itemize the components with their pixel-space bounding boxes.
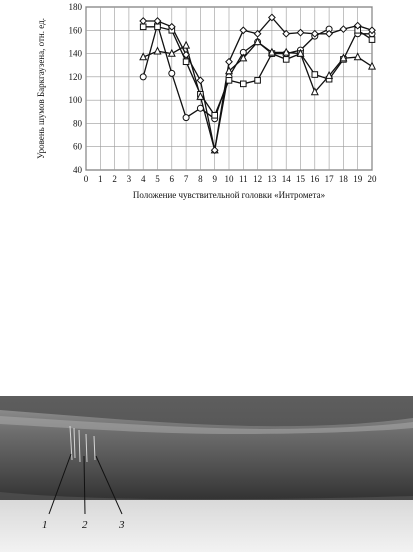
data-point-circle (169, 70, 175, 76)
data-point-circle (140, 74, 146, 80)
y-tick-label: 100 (68, 95, 82, 106)
data-point-square (183, 59, 189, 65)
x-tick-label: 20 (367, 174, 377, 184)
x-tick-label: 10 (224, 174, 234, 184)
photo-label-3: 3 (119, 519, 125, 531)
x-axis-label: Положение чувствительной головки «Интромета» (132, 190, 326, 200)
data-point-square (255, 78, 261, 84)
data-point-square (283, 57, 289, 63)
data-point-square (212, 112, 218, 118)
photo-label-2: 2 (82, 519, 88, 531)
x-tick-label: 17 (324, 174, 334, 184)
y-axis-label: Уровень шумов Баркгаузена, отн. ед. (36, 18, 46, 159)
data-point-circle (183, 115, 189, 121)
x-tick-label: 4 (140, 174, 146, 184)
x-tick-label: 16 (310, 174, 320, 184)
x-tick-label: 6 (169, 174, 175, 184)
x-tick-label: 3 (126, 174, 132, 184)
x-tick-label: 7 (183, 174, 189, 184)
lower-background (0, 500, 413, 552)
y-tick-label: 180 (68, 2, 82, 12)
x-tick-label: 11 (238, 174, 248, 184)
data-point-square (241, 81, 247, 87)
y-tick-label: 80 (73, 118, 82, 129)
x-tick-label: 12 (253, 174, 263, 184)
data-point-square (226, 78, 232, 84)
data-point-square (369, 37, 375, 43)
x-tick-label: 0 (83, 174, 89, 184)
x-tick-label: 15 (296, 174, 305, 184)
x-tick-label: 19 (353, 174, 363, 184)
x-tick-label: 8 (198, 174, 203, 184)
x-tick-label: 18 (338, 174, 348, 184)
y-tick-label: 40 (73, 165, 82, 175)
specimen-photo (0, 396, 413, 552)
x-tick-label: 1 (98, 174, 103, 184)
y-tick-label: 140 (68, 48, 82, 59)
x-tick-label: 14 (281, 174, 291, 184)
x-tick-label: 2 (112, 174, 117, 184)
y-tick-label: 60 (73, 141, 82, 152)
photo-label-1: 1 (42, 519, 48, 531)
x-tick-label: 13 (267, 174, 277, 184)
barkhausen-noise-chart (0, 0, 413, 210)
y-tick-label: 160 (68, 25, 82, 36)
data-point-square (312, 72, 318, 78)
x-tick-label: 9 (212, 174, 217, 184)
data-point-circle (197, 105, 203, 111)
x-tick-label: 5 (155, 174, 160, 184)
y-tick-label: 120 (68, 71, 82, 82)
